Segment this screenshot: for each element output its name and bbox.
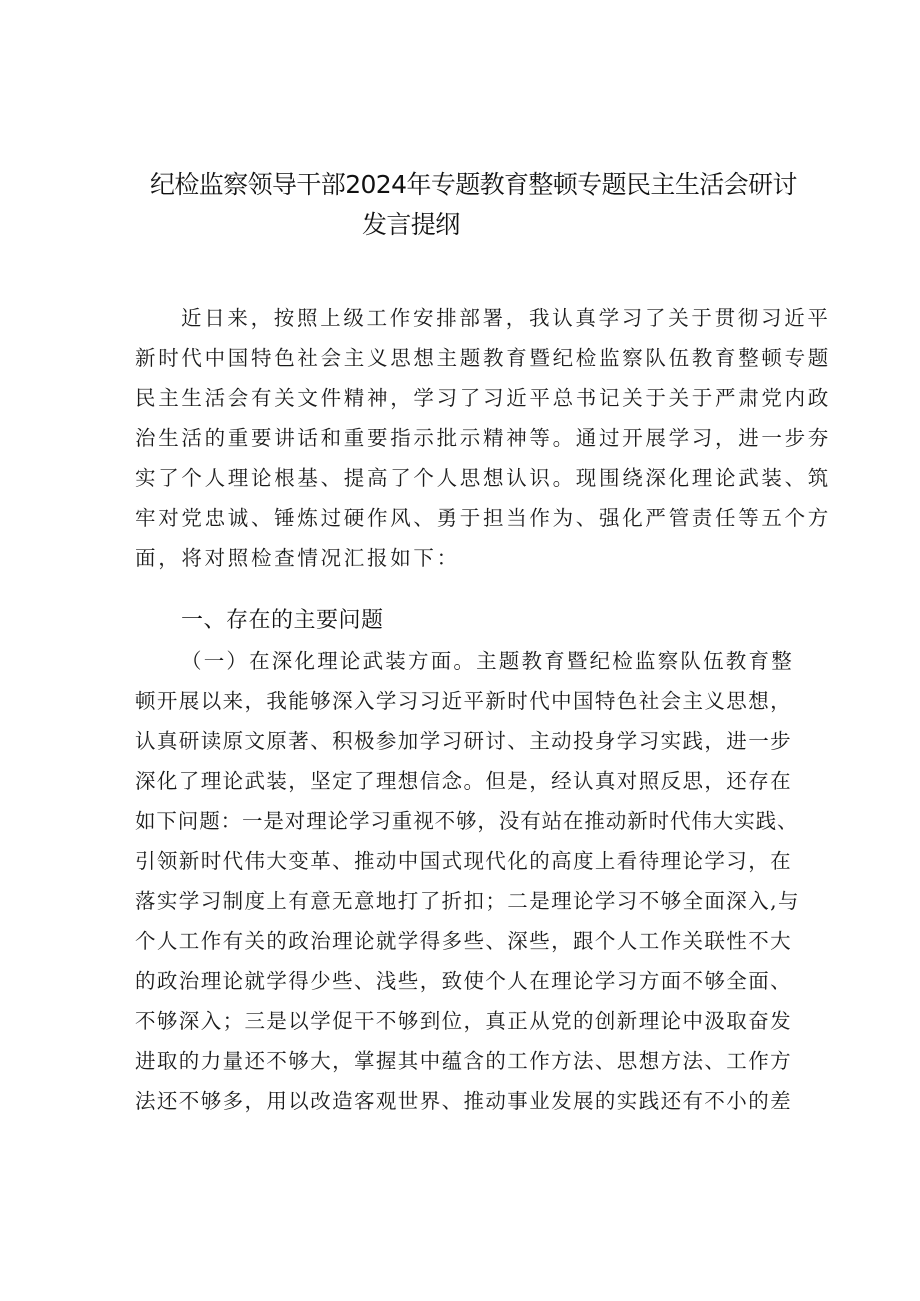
- section-line: 的政治理论就学得少些、浅些，致使个人在理论学习方面不够全面、: [135, 969, 792, 993]
- section-line: 法还不够多，用以改造客观世界、推动事业发展的实践还有不小的差: [135, 1089, 792, 1113]
- intro-line: 治生活的重要讲话和重要指示批示精神等。通过开展学习，进一步夯: [135, 426, 831, 450]
- intro-line: 近日来，按照上级工作安排部署，我认真学习了关于贯彻习近平: [181, 306, 831, 330]
- document-title: [150, 165, 810, 245]
- intro-line: 民主生活会有关文件精神，学习了习近平总书记关于关于严肃党内政: [135, 386, 831, 410]
- intro-line: 面，将对照检查情况汇报如下：: [135, 546, 460, 570]
- intro-line: 牢对党忠诚、锤炼过硬作风、勇于担当作为、强化严管责任等五个方: [135, 506, 831, 530]
- section-line: 深化了理论武装，坚定了理想信念。但是，经认真对照反思，还存在: [135, 769, 792, 793]
- section-line: 个人工作有关的政治理论就学得多些、深些，跟个人工作关联性不大: [135, 929, 792, 953]
- section-line: 顿开展以来，我能够深入学习习近平新时代中国特色社会主义思想，: [135, 689, 792, 713]
- section-line: 落实学习制度上有意无意地打了折扣；二是理论学习不够全面深入,与: [135, 889, 800, 913]
- section-line: 进取的力量还不够大，掌握其中蕴含的工作方法、思想方法、工作方: [135, 1049, 792, 1073]
- section-line: 不够深入；三是以学促干不够到位，真正从党的创新理论中汲取奋发: [135, 1009, 792, 1033]
- section-line: 引领新时代伟大变革、推动中国式现代化的高度上看待理论学习，在: [135, 849, 792, 873]
- title-line-1: 纪检监察领导干部2024年专题教育整顿专题民主生活会研讨: [150, 170, 797, 199]
- section-paragraph: [135, 641, 800, 1121]
- section-line: 如下问题：一是对理论学习重视不够，没有站在推动新时代伟大实践、: [135, 809, 799, 833]
- title-line-2: 发言提纲: [362, 210, 460, 239]
- intro-line: 实了个人理论根基、提高了个人思想认识。现围绕深化理论武装、筑: [135, 466, 831, 490]
- section-line: 认真研读原文原著、积极参加学习研讨、主动投身学习实践，进一步: [135, 729, 792, 753]
- intro-paragraph: [135, 298, 831, 578]
- intro-line: 新时代中国特色社会主义思想主题教育暨纪检监察队伍教育整顿专题: [135, 346, 831, 370]
- section-heading: 一、存在的主要问题: [181, 608, 384, 633]
- section-line: （一）在深化理论武装方面。主题教育暨纪检监察队伍教育整: [181, 649, 794, 673]
